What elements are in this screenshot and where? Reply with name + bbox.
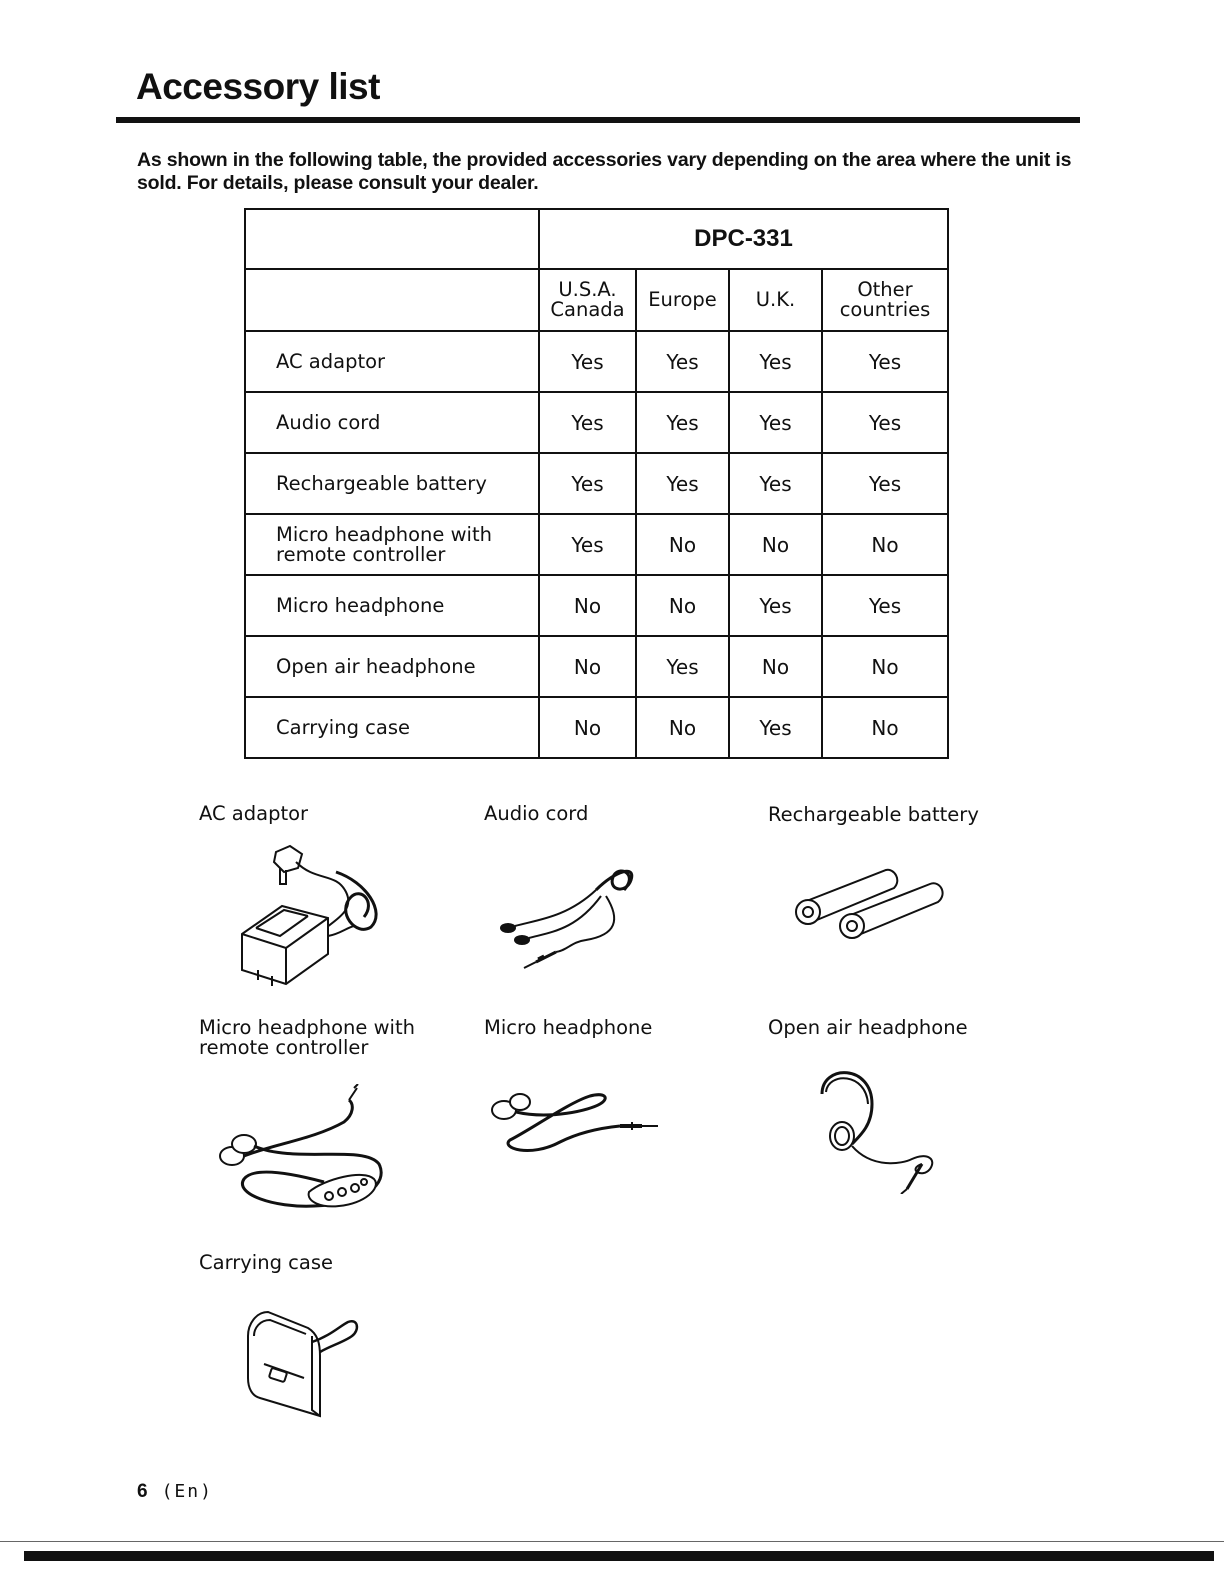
table-row <box>245 453 948 514</box>
table-row <box>245 575 948 636</box>
caption-audio-cord: Audio cord <box>484 802 589 825</box>
carrying-case-icon <box>240 1306 365 1426</box>
language-code: (En) <box>161 1481 213 1502</box>
row-item-label: Rechargeable battery <box>245 453 539 514</box>
caption-micro-headphone-remote <box>199 1018 415 1058</box>
row-value: Yes <box>729 331 822 392</box>
row-value: Yes <box>822 392 948 453</box>
row-value: Yes <box>729 392 822 453</box>
table-header-region-row <box>245 269 948 331</box>
row-value: No <box>539 697 636 758</box>
accessory-table <box>244 208 949 759</box>
page-footer <box>137 1481 213 1503</box>
region-header-europe: Europe <box>636 269 729 331</box>
caption-open-air-headphone: Open air headphone <box>768 1016 968 1039</box>
row-value: No <box>729 514 822 575</box>
row-item-label: Micro headphone <box>245 575 539 636</box>
row-value: Yes <box>539 453 636 514</box>
caption-ac-adaptor: AC adaptor <box>199 802 309 825</box>
table-row <box>245 331 948 392</box>
row-value: Yes <box>729 575 822 636</box>
row-item-label <box>245 514 539 575</box>
row-item-label: Open air headphone <box>245 636 539 697</box>
row-value: Yes <box>636 453 729 514</box>
row-value: Yes <box>822 331 948 392</box>
battery-icon <box>788 866 953 946</box>
row-item-label: Audio cord <box>245 392 539 453</box>
remote-headphone-icon <box>214 1084 394 1214</box>
row-value: Yes <box>636 392 729 453</box>
region-label: Other <box>857 278 913 301</box>
caption-line: Micro headphone with <box>199 1016 415 1039</box>
table-row <box>245 392 948 453</box>
row-value: Yes <box>539 392 636 453</box>
row-value: Yes <box>729 697 822 758</box>
row-item-label-line: Micro headphone with <box>276 522 492 546</box>
bottom-rule-bar <box>24 1551 1214 1561</box>
micro-headphone-icon <box>490 1090 665 1160</box>
region-header-other <box>822 269 948 331</box>
row-item-label: AC adaptor <box>245 331 539 392</box>
row-value: Yes <box>729 453 822 514</box>
row-value: No <box>822 636 948 697</box>
audio-cord-icon <box>496 860 646 970</box>
table-row <box>245 697 948 758</box>
row-item-label: Carrying case <box>245 697 539 758</box>
row-value: Yes <box>539 514 636 575</box>
ac-adaptor-icon <box>236 842 386 987</box>
intro-text: As shown in the following table, the provided accessories vary depending on the area where the unit is sold. For details, please consult your dealer. <box>137 149 1072 194</box>
open-air-headphone-icon <box>812 1064 942 1194</box>
table-corner-cell <box>245 209 539 269</box>
table-row <box>245 514 948 575</box>
page-number: 6 <box>137 1481 148 1502</box>
table-corner-cell <box>245 269 539 331</box>
caption-micro-headphone: Micro headphone <box>484 1016 653 1039</box>
title-rule <box>116 117 1080 123</box>
row-value: Yes <box>636 331 729 392</box>
row-value: No <box>539 575 636 636</box>
table-row <box>245 636 948 697</box>
caption-carrying-case: Carrying case <box>199 1251 333 1274</box>
region-label: countries <box>839 298 931 321</box>
row-value: Yes <box>822 453 948 514</box>
row-value: No <box>636 514 729 575</box>
region-label: U.S.A. <box>558 278 617 301</box>
row-value: No <box>822 514 948 575</box>
bottom-rule-thin <box>0 1541 1224 1542</box>
table-header-model-row <box>245 209 948 269</box>
row-value: No <box>636 697 729 758</box>
row-value: Yes <box>539 331 636 392</box>
row-value: No <box>636 575 729 636</box>
row-value: No <box>539 636 636 697</box>
region-label: Canada <box>550 298 625 321</box>
region-header-uk: U.K. <box>729 269 822 331</box>
region-header-usa-canada <box>539 269 636 331</box>
page-title: Accessory list <box>136 66 380 107</box>
row-value: No <box>822 697 948 758</box>
row-value: Yes <box>822 575 948 636</box>
row-item-label-line: remote controller <box>276 542 446 566</box>
caption-rechargeable-battery: Rechargeable battery <box>768 803 979 826</box>
model-header: DPC-331 <box>539 209 948 269</box>
row-value: Yes <box>636 636 729 697</box>
caption-line: remote controller <box>199 1036 369 1059</box>
row-value: No <box>729 636 822 697</box>
